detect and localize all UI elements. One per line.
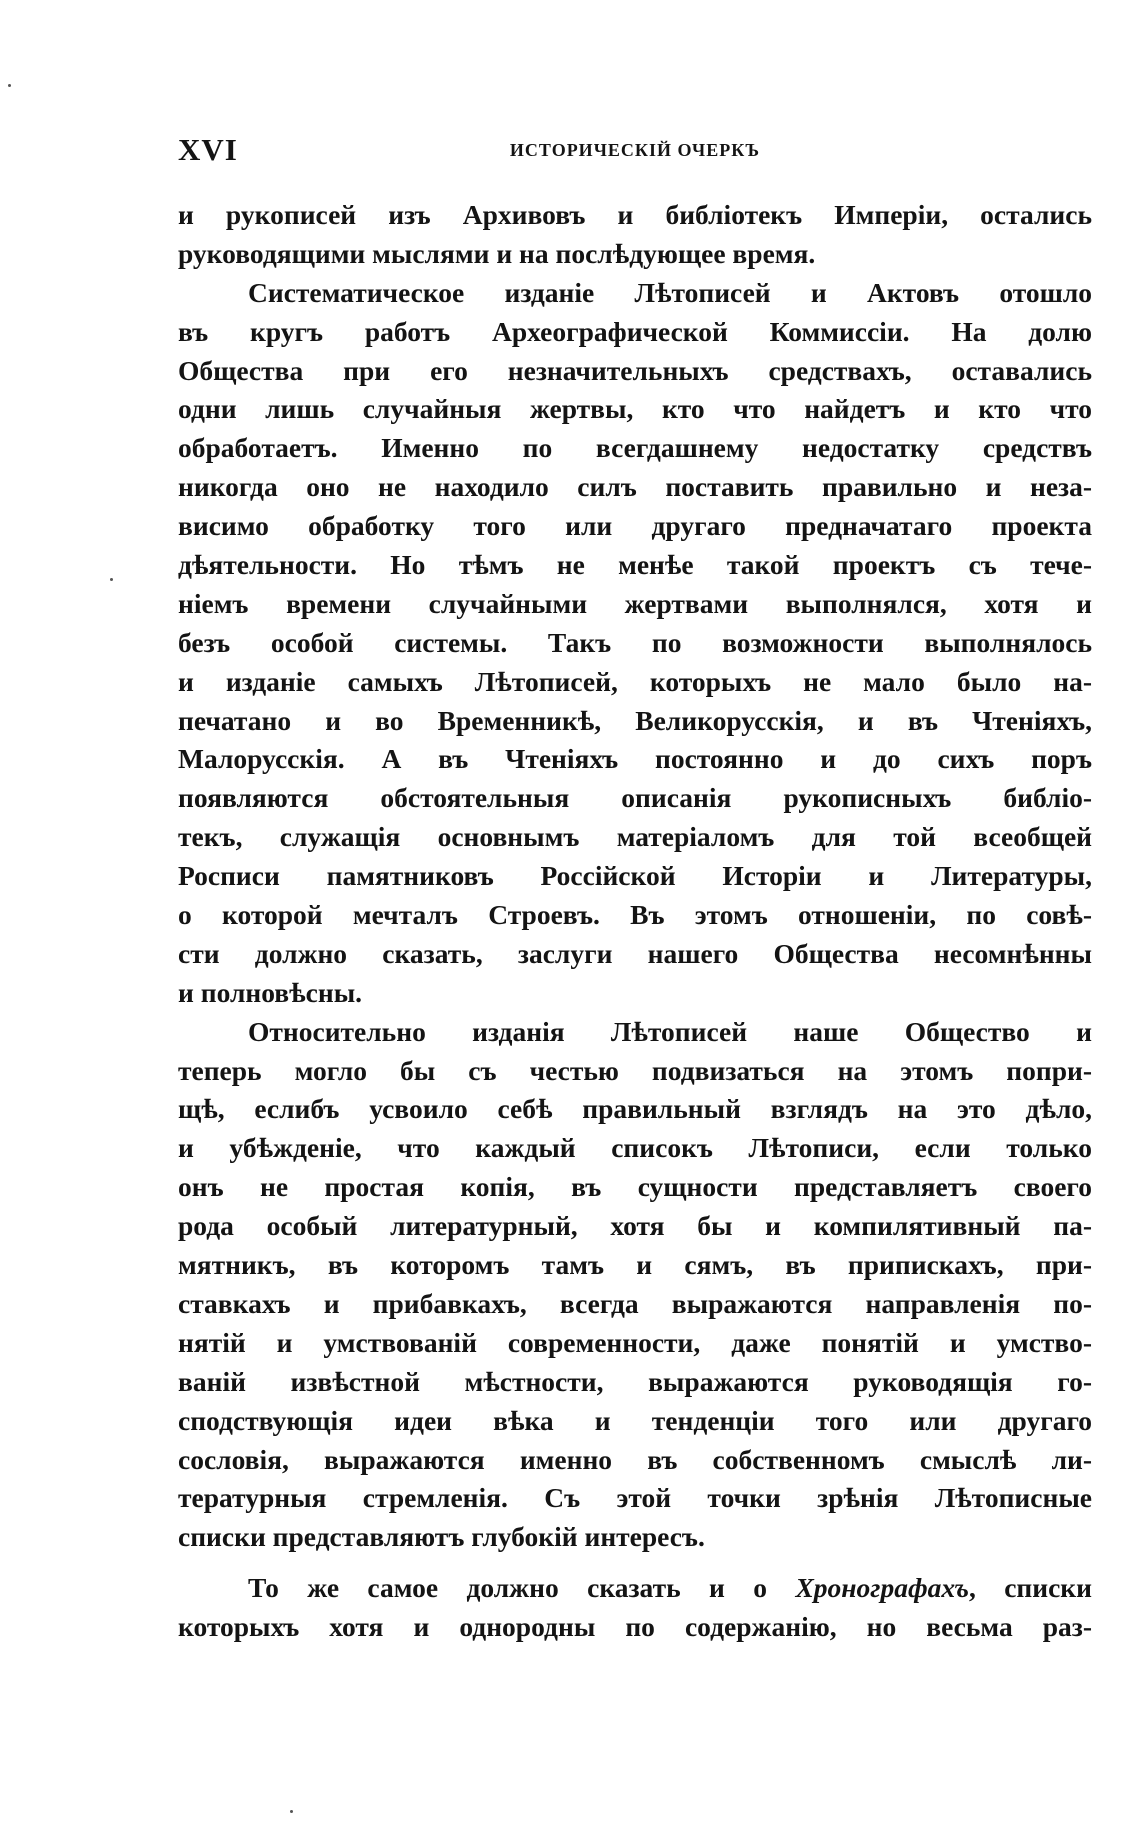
text-line: и изданіе самыхъ Лѣтописей, которыхъ не мало было на- <box>178 665 1092 697</box>
italic-term: Хронографахъ <box>795 1572 969 1604</box>
margin-speck <box>8 84 11 87</box>
text-line: о которой мечталъ Строевъ. Въ этомъ отношеніи, по совѣ- <box>178 899 1092 931</box>
text-line: сти должно сказать, заслуги нашего Общества несомнѣнны <box>178 937 1092 969</box>
text-line <box>178 1569 1092 1608</box>
text-run: , списки <box>968 1572 1092 1604</box>
text-line: щѣ, еслибъ усвоило себѣ правильный взглядъ на это дѣло, <box>178 1093 1092 1125</box>
text-line: теперь могло бы съ честью подвизаться на этомъ попри- <box>178 1054 1092 1086</box>
text-line: Общества при его незначительныхъ средствахъ, оставались <box>178 354 1092 386</box>
text-line: ніемъ времени случайными жертвами выполнялся, хотя и <box>178 587 1092 619</box>
text-line: и полновѣсны. <box>178 976 363 1008</box>
margin-speck <box>110 578 113 581</box>
margin-speck <box>290 1810 293 1813</box>
text-line: руководящими мыслями и на послѣдующее время. <box>178 237 816 269</box>
page-header <box>178 132 1092 172</box>
text-line: списки представляютъ глубокій интересъ. <box>178 1521 705 1553</box>
text-line: висимо обработку того или другаго предначатаго проекта <box>178 510 1092 542</box>
text-line: безъ особой системы. Такъ по возможности выполнялось <box>178 626 1092 658</box>
text-line: Росписи памятниковъ Россійской Исторіи и Литературы, <box>178 860 1092 892</box>
text-run: То же самое должно сказать и о <box>248 1572 796 1604</box>
text-line: которыхъ хотя и однородны по содержанію, но весьма раз- <box>178 1611 1092 1643</box>
text-line: нятій и умствованій современности, даже понятій и умство- <box>178 1326 1092 1358</box>
text-line: печатано и во Временникѣ, Великорусскія, и въ Чтеніяхъ, <box>178 704 1092 736</box>
text-line: Относительно изданія Лѣтописей наше Общество и <box>248 1015 1092 1047</box>
text-line: текъ, служащія основнымъ матеріаломъ для той всеобщей <box>178 821 1092 853</box>
page-number: XVI <box>178 132 238 167</box>
text-line: ваній извѣстной мѣстности, выражаются руководящія го- <box>178 1365 1092 1397</box>
text-line: Малорусскія. А въ Чтеніяхъ постоянно и до сихъ поръ <box>178 743 1092 775</box>
text-line: дѣятельности. Но тѣмъ не менѣе такой проектъ съ тече- <box>178 549 1092 581</box>
text-line: ставкахъ и прибавкахъ, всегда выражаются направленія по- <box>178 1287 1092 1319</box>
text-line: никогда оно не находило силъ поставить правильно и неза- <box>178 471 1092 503</box>
text-line: одни лишь случайныя жертвы, кто что найдетъ и кто что <box>178 393 1092 425</box>
body-text <box>178 196 1092 1647</box>
text-line: и рукописей изъ Архивовъ и библіотекъ Имперіи, остались <box>178 199 1092 230</box>
text-line: и убѣжденіе, что каждый списокъ Лѣтописи, если только <box>178 1132 1092 1164</box>
text-line: мятникъ, въ которомъ тамъ и сямъ, въ припискахъ, при- <box>178 1249 1092 1281</box>
text-line: рода особый литературный, хотя бы и компилятивный па- <box>178 1210 1092 1242</box>
text-line: появляются обстоятельныя описанія рукописныхъ библіо- <box>178 782 1092 814</box>
running-head: ИСТОРИЧЕСКІЙ ОЧЕРКЪ <box>509 140 761 160</box>
text-line: обработаетъ. Именно по всегдашнему недостатку средствъ <box>178 432 1092 464</box>
text-line: сподствующія идеи вѣка и тенденціи того или другаго <box>178 1404 1092 1436</box>
text-line: въ кругъ работъ Археографической Коммиссіи. На долю <box>178 315 1092 347</box>
text-line: Систематическое изданіе Лѣтописей и Актовъ отошло <box>248 276 1092 308</box>
text-line: онъ не простая копія, въ сущности представляетъ своего <box>178 1171 1092 1203</box>
text-line: тературныя стремленія. Съ этой точки зрѣнія Лѣтописные <box>178 1482 1092 1514</box>
text-line: сословія, выражаются именно въ собственномъ смыслѣ ли- <box>178 1443 1092 1475</box>
